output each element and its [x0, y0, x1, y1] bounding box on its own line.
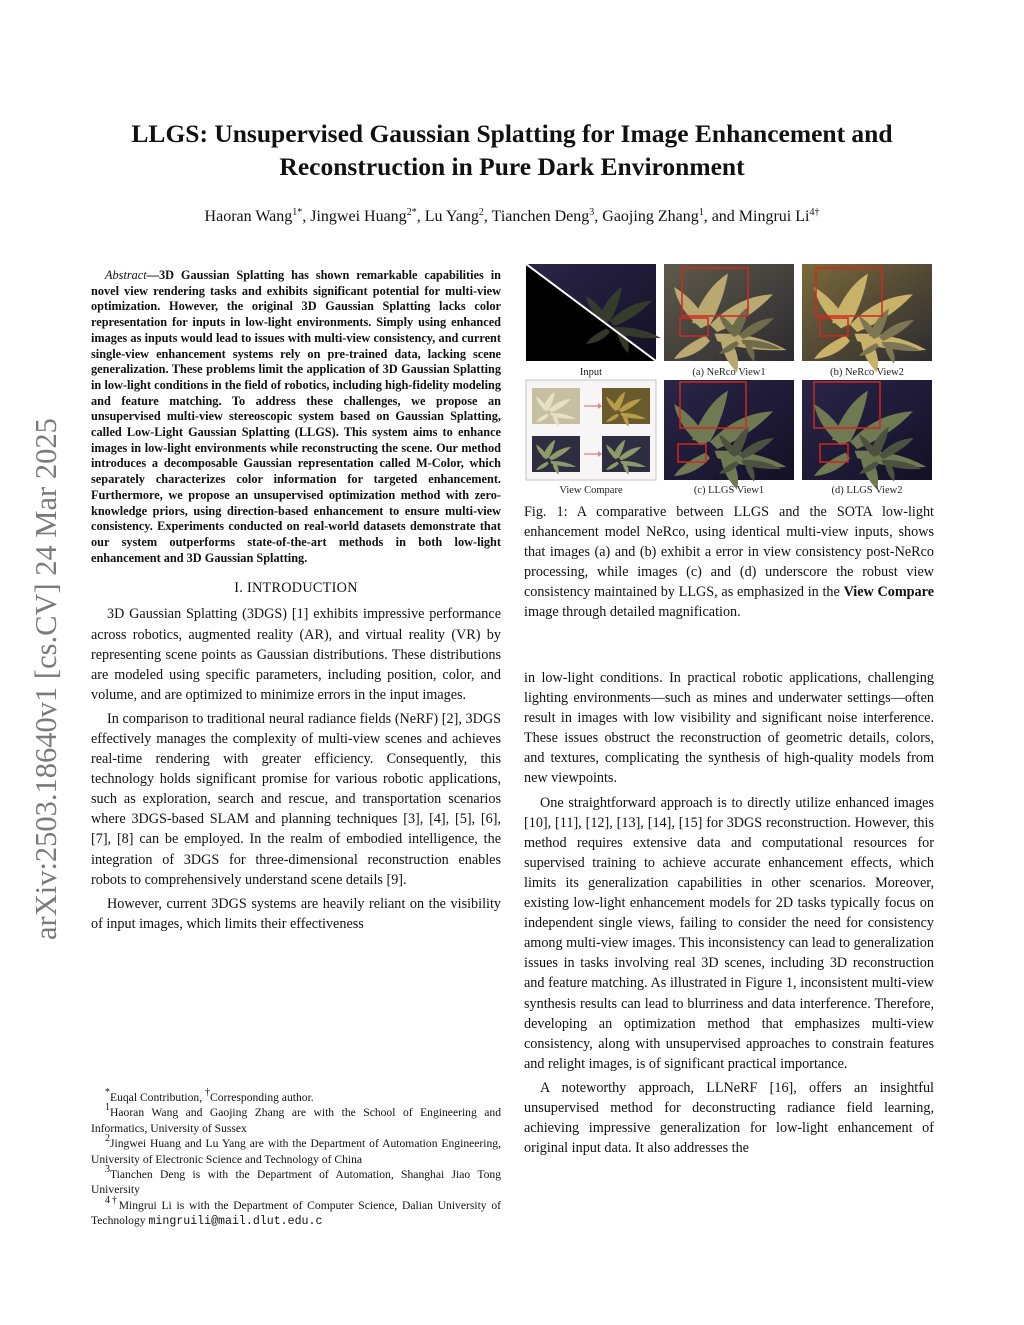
author-affiliation: 3: [589, 207, 595, 218]
author-list: [80, 208, 944, 226]
section-heading: I. INTRODUCTION: [234, 580, 358, 597]
author-affiliation: 2*: [406, 207, 417, 218]
footnote-4: $^{4\dagger}$Mingrui Li is with the Department of Computer Science, Dalian University of Technology mingruili@mail.dlut.edu.c: [91, 1194, 502, 1229]
paragraph: 3D Gaussian Splatting (3DGS) [1] exhibits impressive performance across robotics, augmented reality (AR), and virtual reality (VR) by representing scene points as Gaussian distributions. These distributions are modeled using specific parameters, including position, color, and volume, and are optimized to minimize errors in the input images.: [91, 606, 501, 703]
author-separator: , and: [703, 208, 739, 225]
paragraph: in low-light conditions. In practical robotic applications, challenging lighting environments—such as mines and underwater settings—often result in images with low visibility and significant noise interference. These issues obstruct the reconstruction of geometric details, colors, and textures, complicating the synthesis of high-quality models from new viewpoints.: [524, 670, 934, 787]
label-b: (b) NeRco View2: [830, 367, 904, 378]
footnotes: [91, 1087, 502, 1230]
paragraph: However, current 3DGS systems are heavily reliant on the visibility of input images, which limits their effectiveness: [91, 895, 501, 932]
left-column: [91, 268, 501, 934]
author-affiliation: 1: [698, 207, 704, 218]
abstract-label: Abstract: [105, 268, 147, 282]
title-line-2: Reconstruction in Pure Dark Environment: [279, 152, 745, 181]
author-separator: ,: [302, 208, 311, 225]
author-affiliation: 4†: [809, 207, 820, 218]
label-c: (c) LLGS View1: [693, 485, 765, 496]
author-name: Gaojing Zhang: [602, 208, 699, 225]
author-affiliation: 1*: [292, 207, 303, 218]
abstract: [91, 268, 501, 566]
arxiv-stamp-text: arXiv:2503.18640v1 [cs.CV] 24 Mar 2025: [29, 418, 63, 940]
footnote-3: $^3$Tianchen Deng is with the Department of Automation, Shanghai Jiao Tong University: [91, 1164, 501, 1197]
nerco-view2-image: [802, 264, 932, 373]
label-a: (a) NeRco View1: [692, 367, 766, 378]
view-compare-image: [526, 380, 656, 480]
author-name: Tianchen Deng: [491, 208, 590, 225]
figure-1: [524, 264, 934, 496]
title-line-1: LLGS: Unsupervised Gaussian Splatting for Image Enhancement and: [131, 119, 893, 148]
email-link[interactable]: mingruili@mail.dlut.edu.c: [148, 1215, 323, 1229]
input-image: [526, 264, 661, 361]
footnote-2: $^2$Jingwei Huang and Lu Yang are with the Department of Automation Engineering, University of Electronic Science and Technology of China: [91, 1133, 501, 1166]
author-name: Haoran Wang: [204, 208, 293, 225]
label-view-compare: View Compare: [559, 485, 623, 496]
abstract-dash: —: [146, 268, 159, 282]
author-affiliation: 2: [478, 207, 484, 218]
author-name: Lu Yang: [424, 208, 479, 225]
llgs-view1-image: [664, 380, 794, 490]
right-column: [524, 668, 934, 1158]
llgs-view2-image: [802, 380, 932, 490]
paper-title: [80, 117, 944, 183]
caption-bold: View Compare: [843, 584, 934, 600]
author-name: Mingrui Li: [738, 208, 810, 225]
nerco-view1-image: [664, 264, 794, 373]
label-input: Input: [579, 367, 603, 378]
footnote-1: $^1$Haoran Wang and Gaojing Zhang are with the School of Engineering and Informatics, University of Sussex: [91, 1102, 501, 1135]
figure-caption: Fig. 1: A comparative between LLGS and the SOTA low-light enhancement model NeRco, using identical multi-view inputs, shows that images (a) and (b) exhibit a error in view consistency post-NeRco processing, while images (c) and (d) underscore the robust view consistency maintained by LLGS, as emphasized in the View Compare image through detailed magnification.: [524, 504, 934, 620]
label-d: (d) LLGS View2: [831, 485, 903, 496]
paragraph: One straightforward approach is to directly utilize enhanced images [10], [11], [12], [13], [14], [15] for 3DGS reconstruction. However, this method requires extensive data and computational resources for supervised training to achieve accurate enhancement effects, which limits its generalization capabilities in other scenarios. Moreover, existing low-light enhancement models for 2D tasks typically focus on independent single views, failing to consider the need for consistency among multi-view images. This inconsistency can lead to generalization issues in tasks involving real 3D scenes, including 3D reconstruction and feature matching. As illustrated in Figure 1, inconsistent multi-view synthesis results can lead to blurriness and data interference. Therefore, developing an optimization method that emphasizes multi-view consistency, along with unsupervised approaches to constrain features and relight images, is of significant practical importance.: [524, 794, 934, 1072]
paragraph: In comparison to traditional neural radiance fields (NeRF) [2], 3DGS effectively manages the complexity of multi-view scenes and achieves real-time rendering with greater efficiency. Consequently, this technology holds significant promise for various robotic applications, such as exploration, search and rescue, and transportation scenarios where 3DGS-based SLAM and planning techniques [3], [4], [5], [6], [7], [8] can be employed. In the realm of embodied intelligence, the integration of 3DGS for three-dimensional reconstruction enables robots to comprehensively understand scene details [9].: [91, 710, 501, 888]
arxiv-stamp: [12, 320, 72, 960]
author-separator: ,: [416, 208, 425, 225]
paragraph: A noteworthy approach, LLNeRF [16], offers an insightful unsupervised method for deconstructing radiance field learning, achieving impressive generalization for low-light enhancement of original input data. It also addresses the: [524, 1079, 934, 1157]
author-separator: ,: [594, 208, 603, 225]
author-name: Jingwei Huang: [310, 208, 407, 225]
footnote-equal: *Euqal Contribution, †Corresponding author.: [105, 1087, 314, 1104]
author-separator: ,: [483, 208, 492, 225]
abstract-text: 3D Gaussian Splatting has shown remarkable capabilities in novel view rendering tasks and exhibits significant potential for multi-view optimization. However, the original 3D Gaussian Splatting lacks color representation for inputs in low-light environments. Simply using enhanced images as inputs would lead to issues with multi-view consistency, and current single-view enhancement systems rely on pre-trained data, lacking scene generalization. These problems limit the application of 3D Gaussian Splatting in low-light conditions in the field of robotics, including high-fidelity modeling and feature matching. To address these challenges, we propose an unsupervised multi-view stereoscopic system based on Gaussian Splatting, called Low-Light Gaussian Splatting (LLGS). This system aims to enhance images in low-light environments while reconstructing the scene. Our method introduces a decomposable Gaussian representation called M-Color, which separately characterizes color information for targeted enhancement. Furthermore, we propose an unsupervised optimization method with zero-knowledge priors, using direction-based enhancement to ensure multi-view consistency. Experiments conducted on real-world datasets demonstrate that our system outperforms state-of-the-art methods in both low-light enhancement and 3D Gaussian Splatting.: [91, 268, 501, 565]
